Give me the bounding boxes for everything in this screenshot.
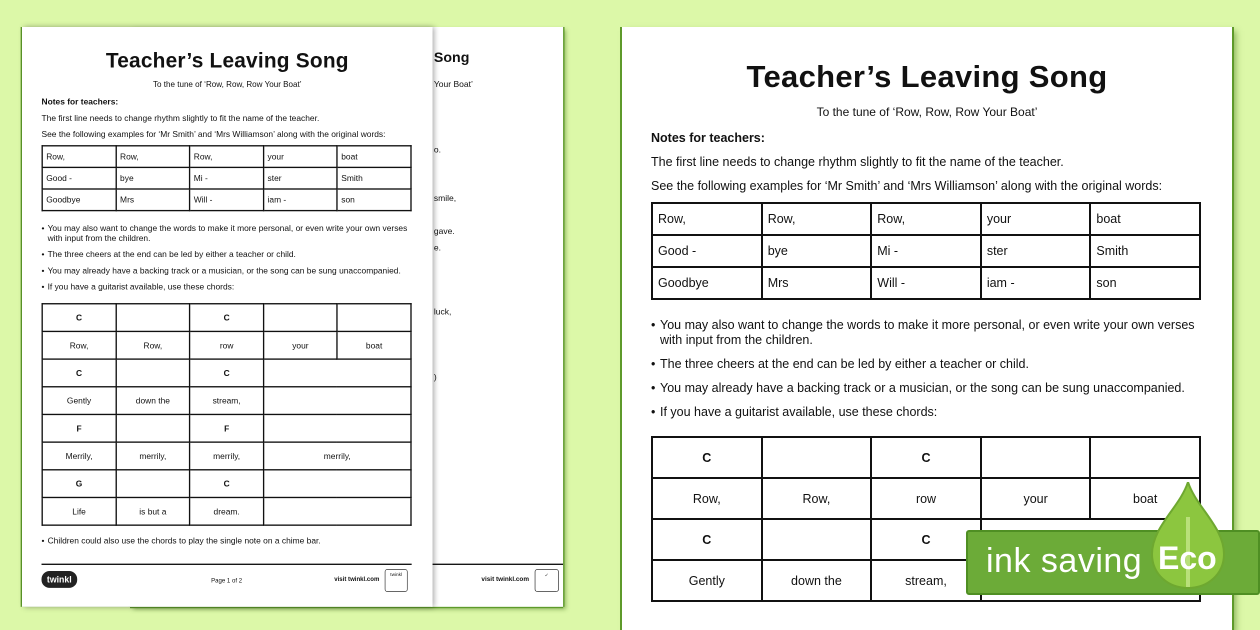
page-title: Teacher’s Leaving Song [105, 48, 349, 73]
page-preview-small [22, 27, 433, 607]
note-bullet: • The three cheers at the end can be led by either a teacher or child. [651, 357, 1201, 372]
lyric-row [42, 497, 411, 525]
chord-cell [981, 437, 1091, 478]
chord-cell [116, 470, 190, 498]
back-fragment: luck, [433, 307, 452, 317]
examples-table [651, 202, 1201, 300]
chord-cell: F [190, 414, 264, 442]
chord-cell [762, 519, 872, 560]
table-cell: Row, [42, 146, 116, 168]
lyric-cell: Row, [116, 331, 190, 359]
lyric-cell: merrily, [190, 442, 264, 470]
chord-cell: C [42, 359, 116, 387]
table-cell: bye [762, 235, 872, 267]
twinkl-logo: twinkl [42, 571, 78, 588]
lyric-cell: stream, [871, 560, 981, 601]
chord-cell [337, 304, 411, 332]
table-cell: bye [116, 167, 190, 189]
back-fragment: gave. [433, 226, 455, 237]
ink-saving-label: ink saving [986, 542, 1143, 580]
chord-cell [264, 304, 338, 332]
chord-row [652, 437, 1200, 478]
lyric-cell: Row, [652, 478, 762, 519]
chords-table [42, 303, 412, 526]
chord-cell: C [871, 437, 981, 478]
lyric-cell: dream. [190, 497, 264, 525]
chord-row [42, 414, 411, 442]
notes-list [651, 318, 1201, 420]
subtitle: To the tune of ‘Row, Row, Row Your Boat’ [816, 105, 1038, 119]
table-cell: Goodbye [652, 267, 762, 299]
note-bullet: • You may already have a backing track or a musician, or the song can be sung unaccompanied. [651, 381, 1201, 396]
lyric-cell: Merrily, [42, 442, 116, 470]
table-row [42, 146, 411, 168]
table-cell: son [337, 189, 411, 211]
back-fragment: ) [433, 372, 437, 383]
table-cell: Mrs [762, 267, 872, 299]
lyric-cell [264, 497, 411, 525]
lyric-row [42, 387, 411, 415]
back-fragment: o. [433, 145, 441, 155]
badge-icon: ✓ [535, 569, 559, 592]
chord-row [42, 304, 411, 332]
table-cell: Row, [871, 203, 981, 235]
visit-link: visit twinkl.com [334, 575, 380, 583]
lyric-cell: Row, [42, 331, 116, 359]
table-row [42, 167, 411, 189]
lyric-cell [264, 387, 411, 415]
table-cell: iam - [263, 189, 337, 211]
lyric-cell: is but a [116, 497, 190, 525]
visit-link: visit twinkl.com [481, 575, 530, 583]
note-bullet: • You may also want to change the words to make it more personal, or even write your own verses with input from the children. [651, 318, 1201, 348]
note-bullet: • The three cheers at the end can be led by either a teacher or child. [42, 250, 412, 260]
back-fragment: e. [433, 243, 441, 253]
table-cell: Will - [871, 267, 981, 299]
table-cell: Will - [190, 189, 264, 211]
chord-cell [116, 414, 190, 442]
table-cell: Row, [652, 203, 762, 235]
table-cell: your [263, 146, 337, 168]
table-cell: Goodbye [42, 189, 116, 211]
note-line: See the following examples for ‘Mr Smith’ and ‘Mrs Williamson’ along with the original words: [41, 129, 386, 140]
chord-cell [264, 470, 411, 498]
table-row [652, 203, 1200, 235]
lyric-cell: row [190, 331, 264, 359]
chord-cell: C [190, 304, 264, 332]
chord-cell [116, 359, 190, 387]
table-row [652, 267, 1200, 299]
table-cell: Good - [652, 235, 762, 267]
page-title: Teacher’s Leaving Song [746, 59, 1108, 94]
table-cell: Smith [1090, 235, 1200, 267]
note-line: The first line needs to change rhythm slightly to fit the name of the teacher. [41, 113, 320, 123]
table-cell: boat [337, 146, 411, 168]
lyric-cell: your [981, 478, 1091, 519]
chord-cell: C [652, 519, 762, 560]
chord-cell: C [190, 359, 264, 387]
table-cell: Mi - [871, 235, 981, 267]
note-bullet: • If you have a guitarist available, use these chords: [651, 405, 1201, 420]
table-cell: son [1090, 267, 1200, 299]
lyric-row [652, 478, 1200, 519]
lyric-cell: down the [116, 387, 190, 415]
chord-cell: C [42, 304, 116, 332]
table-cell: Row, [190, 146, 264, 168]
lyric-cell: Row, [762, 478, 872, 519]
table-cell: iam - [981, 267, 1091, 299]
lyric-cell: boat [337, 331, 411, 359]
note-line: The first line needs to change rhythm slightly to fit the name of the teacher. [651, 155, 1064, 169]
chord-cell [762, 437, 872, 478]
lyric-cell: Gently [652, 560, 762, 601]
lyric-row [42, 442, 411, 470]
chord-cell: G [42, 470, 116, 498]
table-cell: boat [1090, 203, 1200, 235]
badge-icon: twinkl [385, 569, 408, 592]
lyric-cell: merrily, [264, 442, 411, 470]
lyric-row [42, 331, 411, 359]
lyric-cell: your [264, 331, 338, 359]
note-bullet: • You may already have a backing track or a musician, or the song can be sung unaccompanied. [42, 266, 412, 276]
note-bullet: • You may also want to change the words to make it more personal, or even write your own verses with input from the children. [42, 223, 412, 243]
examples-table [42, 145, 412, 211]
chord-row [42, 470, 411, 498]
chord-row [42, 359, 411, 387]
note-bullet: • If you have a guitarist available, use these chords: [42, 282, 412, 292]
eco-label: Eco [1158, 540, 1217, 576]
chord-cell [264, 359, 411, 387]
chord-cell: C [190, 470, 264, 498]
chord-cell [116, 304, 190, 332]
lyric-cell: boat [1090, 478, 1200, 519]
page-number: Page 1 of 2 [211, 577, 243, 584]
chord-cell [264, 414, 411, 442]
table-row [652, 235, 1200, 267]
chord-cell [1090, 437, 1200, 478]
notes-heading: Notes for teachers: [41, 97, 119, 107]
lyric-cell: down the [762, 560, 872, 601]
table-cell: Row, [116, 146, 190, 168]
table-cell: ster [981, 235, 1091, 267]
lyric-cell: merrily, [116, 442, 190, 470]
notes-list [42, 223, 412, 292]
table-cell: your [981, 203, 1091, 235]
table-cell: Smith [337, 167, 411, 189]
table-cell: ster [263, 167, 337, 189]
table-cell: Mrs [116, 189, 190, 211]
table-cell: Good - [42, 167, 116, 189]
table-row [42, 189, 411, 211]
note-line: See the following examples for ‘Mr Smith’ and ‘Mrs Williamson’ along with the original words: [651, 179, 1163, 193]
notes-heading: Notes for teachers: [651, 131, 765, 145]
page-footer [42, 564, 412, 598]
lyric-cell: Life [42, 497, 116, 525]
back-fragment: Song [433, 50, 470, 66]
table-cell: Mi - [190, 167, 264, 189]
chord-cell: F [42, 414, 116, 442]
chime-note: • Children could also use the chords to play the single note on a chime bar. [42, 535, 412, 551]
lyric-cell: stream, [190, 387, 264, 415]
chord-cell: C [871, 519, 981, 560]
subtitle: To the tune of ‘Row, Row, Row Your Boat’ [152, 79, 302, 90]
back-fragment: smile, [433, 193, 457, 204]
lyric-cell: row [871, 478, 981, 519]
back-fragment: Your Boat’ [433, 79, 473, 90]
chord-cell: C [652, 437, 762, 478]
lyric-cell: Gently [42, 387, 116, 415]
back-footer [421, 564, 563, 598]
table-cell: Row, [762, 203, 872, 235]
